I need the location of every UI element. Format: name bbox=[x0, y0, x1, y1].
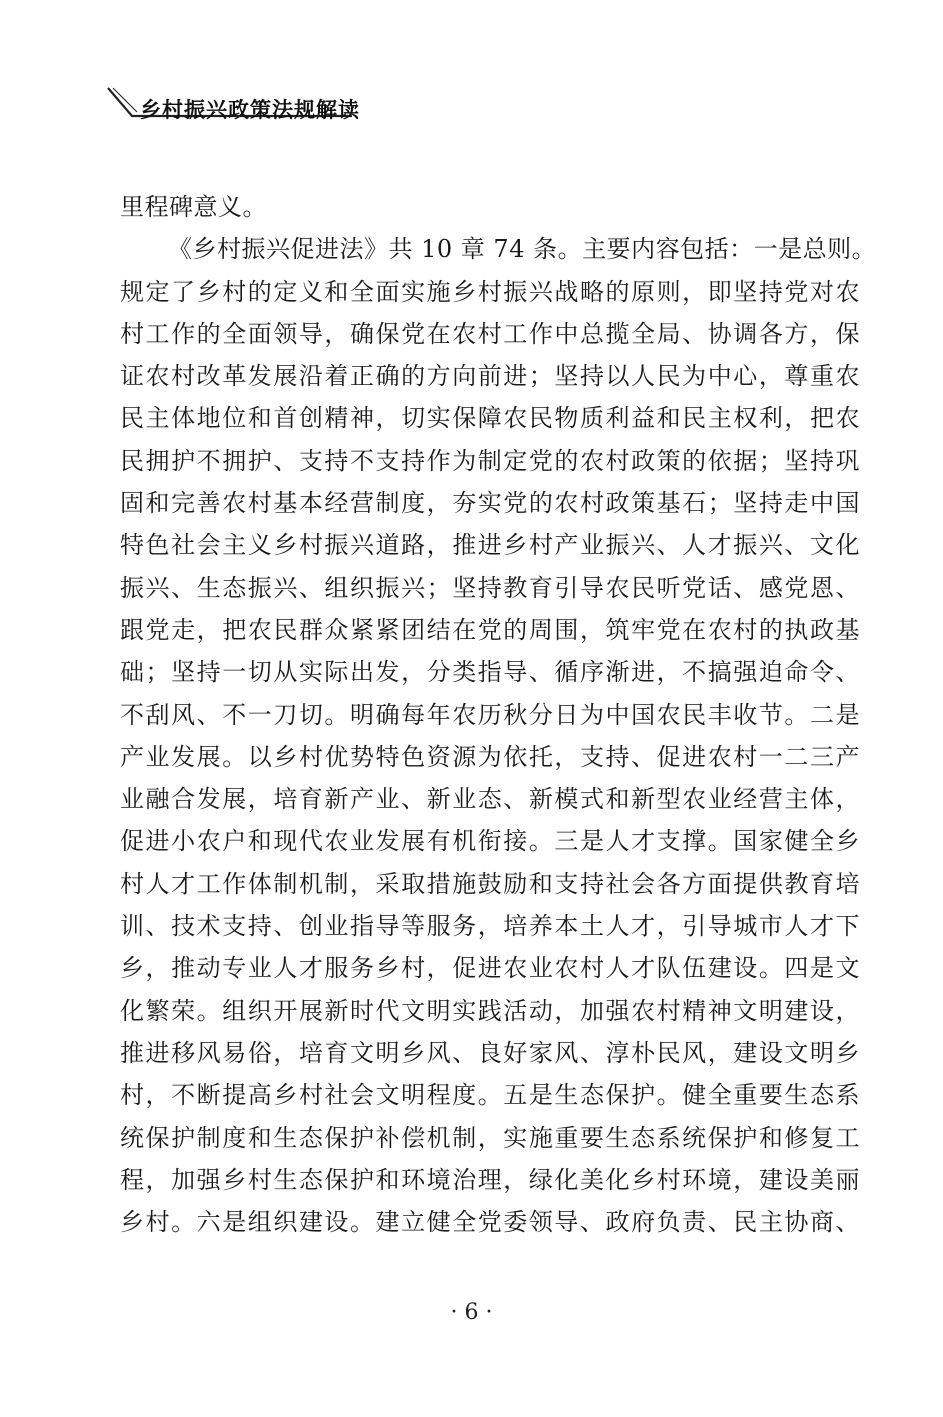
text-line: 证农村改革发展沿着正确的方向前进；坚持以人民为中心，尊重农 bbox=[120, 362, 860, 391]
text-line: 础；坚持一切从实际出发，分类指导、循序渐进，不搞强迫命令、 bbox=[120, 658, 860, 687]
text-line: 业融合发展，培育新产业、新业态、新模式和新型农业经营主体， bbox=[120, 785, 860, 814]
body-text bbox=[120, 186, 877, 1243]
text-line: 统保护制度和生态保护补偿机制，实施重要生态系统保护和修复工 bbox=[120, 1123, 860, 1152]
text-line: 产业发展。以乡村优势特色资源为依托，支持、促进农村一二三产 bbox=[120, 742, 860, 771]
text-line: 程，加强乡村生态保护和环境治理，绿化美化乡村环境，建设美丽 bbox=[120, 1165, 860, 1194]
text-line: 乡村。六是组织建设。建立健全党委领导、政府负责、民主协商、 bbox=[120, 1208, 860, 1237]
text-line: 乡，推动专业人才服务乡村，促进农业农村人才队伍建设。四是文 bbox=[120, 954, 860, 983]
text-line: 民拥护不拥护、支持不支持作为制定党的农村政策的依据；坚持巩 bbox=[120, 446, 860, 475]
text-line: 不刮风、不一刀切。明确每年农历秋分日为中国农民丰收节。二是 bbox=[120, 700, 860, 729]
text-line: 训、技术支持、创业指导等服务，培养本土人才，引导城市人才下 bbox=[120, 912, 860, 941]
text-line: 民主体地位和首创精神，切实保障农民物质利益和民主权利，把农 bbox=[120, 404, 860, 433]
text-line: 跟党走，把农民群众紧紧团结在党的周围，筑牢党在农村的执政基 bbox=[120, 615, 860, 644]
text-line: 村，不断提高乡村社会文明程度。五是生态保护。健全重要生态系 bbox=[120, 1081, 860, 1110]
running-header bbox=[100, 84, 360, 128]
text-line: 《乡村振兴促进法》共 10 章 74 条。主要内容包括：一是总则。 bbox=[168, 235, 877, 264]
text-line: 村工作的全面领导，确保党在农村工作中总揽全局、协调各方，保 bbox=[120, 319, 860, 348]
text-line: 化繁荣。组织开展新时代文明实践活动，加强农村精神文明建设， bbox=[120, 996, 860, 1025]
page-number: · 6 · bbox=[450, 1300, 493, 1325]
book-title: 乡村振兴政策法规解读 bbox=[140, 98, 360, 122]
text-line: 规定了乡村的定义和全面实施乡村振兴战略的原则，即坚持党对农 bbox=[120, 277, 860, 306]
text-line: 振兴、生态振兴、组织振兴；坚持教育引导农民听党话、感党恩、 bbox=[120, 573, 860, 602]
text-line: 固和完善农村基本经营制度，夯实党的农村政策基石；坚持走中国 bbox=[120, 489, 860, 518]
text-line: 促进小农户和现代农业发展有机衔接。三是人才支撑。国家健全乡 bbox=[120, 827, 860, 856]
text-line: 里程碑意义。 bbox=[120, 193, 267, 221]
text-line: 推进移风易俗，培育文明乡风、良好家风、淳朴民风，建设文明乡 bbox=[120, 1038, 860, 1067]
text-line: 特色社会主义乡村振兴道路，推进乡村产业振兴、人才振兴、文化 bbox=[120, 531, 860, 560]
text-line: 村人才工作体制机制，采取措施鼓励和支持社会各方面提供教育培 bbox=[120, 869, 860, 898]
